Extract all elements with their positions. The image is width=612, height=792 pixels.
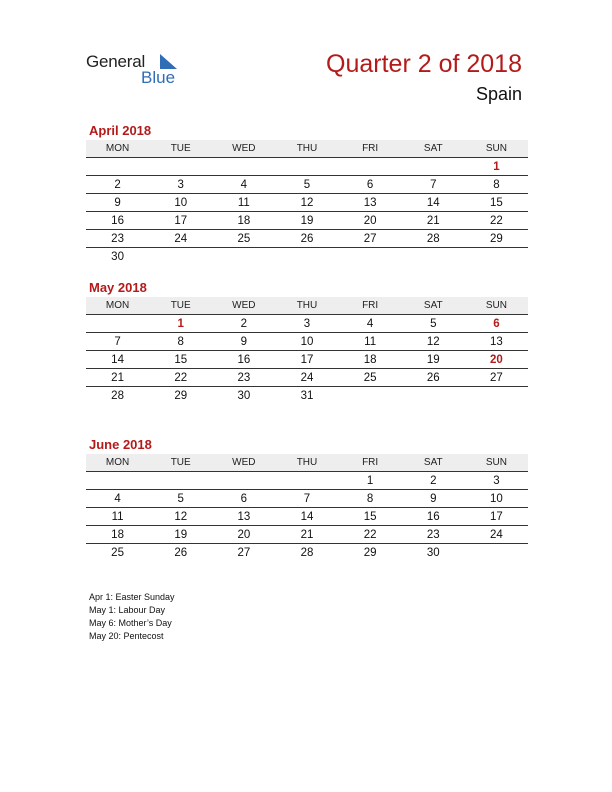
day-cell — [339, 158, 402, 175]
day-cell: 7 — [430, 179, 437, 191]
weekday-label: SUN — [485, 143, 507, 154]
day-cell: 6 — [366, 179, 374, 191]
day-cell: 19 — [426, 354, 440, 366]
day-cell: 15 — [363, 511, 377, 523]
week-row — [86, 194, 528, 212]
week-row — [86, 248, 528, 266]
day-cell — [465, 248, 528, 266]
day-cell: 7 — [303, 493, 311, 505]
day-cell: 14 — [426, 197, 440, 209]
day-cell — [402, 158, 465, 175]
day-cell — [86, 158, 149, 175]
day-cell: 11 — [364, 336, 377, 348]
day-cell: 4 — [114, 493, 121, 505]
day-cell: 12 — [426, 336, 440, 348]
holiday-note: May 6: Mother’s Day — [89, 618, 172, 628]
day-cell: 2 — [114, 179, 121, 191]
day-cell: 25 — [363, 372, 377, 384]
day-cell: 25 — [111, 547, 124, 559]
day-cell: 7 — [114, 336, 121, 348]
day-cell: 24 — [174, 233, 188, 245]
day-cell: 26 — [174, 547, 188, 559]
day-cell: 1 — [366, 475, 374, 487]
weekday-label: SAT — [423, 300, 443, 311]
page-title: Quarter 2 of 2018 — [326, 50, 522, 78]
day-cell: 19 — [174, 529, 188, 541]
weekday-label: SAT — [423, 143, 443, 154]
week-row — [86, 490, 528, 508]
day-cell — [212, 158, 275, 175]
day-cell: 29 — [490, 233, 503, 245]
week-row — [86, 333, 528, 351]
day-cell: 4 — [366, 318, 374, 330]
day-cell: 28 — [426, 233, 440, 245]
day-cell: 23 — [426, 529, 440, 541]
day-cell — [149, 472, 212, 489]
day-cell: 29 — [174, 390, 188, 402]
day-cell: 15 — [174, 354, 188, 366]
holiday-list — [89, 591, 175, 643]
day-cell: 20 — [363, 215, 377, 227]
day-cell — [275, 158, 338, 175]
day-cell: 5 — [177, 493, 184, 505]
week-row — [86, 369, 528, 387]
day-cell: 10 — [490, 493, 503, 505]
day-cell: 16 — [237, 354, 251, 366]
day-cell: 10 — [174, 197, 188, 209]
weekday-label: FRI — [362, 300, 379, 311]
holiday-day-cell: 1 — [177, 318, 184, 330]
day-cell: 22 — [490, 215, 503, 227]
month-title: April 2018 — [89, 123, 152, 138]
month-june — [86, 435, 528, 562]
day-cell: 18 — [111, 529, 124, 541]
day-cell — [402, 387, 465, 405]
day-cell — [339, 387, 402, 405]
week-row — [86, 176, 528, 194]
weekday-label: FRI — [362, 457, 379, 468]
holiday-day-cell: 20 — [490, 354, 503, 366]
day-cell: 14 — [111, 354, 124, 366]
day-cell: 17 — [174, 215, 188, 227]
day-cell: 23 — [111, 233, 124, 245]
week-row — [86, 472, 528, 490]
weekday-header-row — [86, 140, 528, 158]
day-cell — [275, 248, 338, 266]
day-cell: 26 — [426, 372, 440, 384]
day-cell: 30 — [426, 547, 440, 559]
day-cell: 17 — [300, 354, 314, 366]
day-cell: 5 — [430, 318, 437, 330]
day-cell: 3 — [493, 475, 500, 487]
day-cell: 20 — [237, 529, 251, 541]
weekday-label: SUN — [485, 457, 507, 468]
month-title: June 2018 — [89, 437, 152, 452]
week-row — [86, 212, 528, 230]
day-cell: 6 — [240, 493, 248, 505]
weekday-label: MON — [105, 457, 130, 468]
weekday-header-row — [86, 297, 528, 315]
day-cell: 8 — [366, 493, 374, 505]
weekday-label: THU — [296, 300, 318, 311]
day-cell: 16 — [426, 511, 440, 523]
week-row — [86, 508, 528, 526]
week-row — [86, 544, 528, 562]
month-title: May 2018 — [89, 280, 147, 295]
day-cell: 13 — [363, 197, 377, 209]
day-cell: 5 — [303, 179, 311, 191]
day-cell: 10 — [300, 336, 314, 348]
day-cell: 12 — [174, 511, 188, 523]
day-cell: 28 — [300, 547, 314, 559]
holiday-day-cell: 1 — [493, 161, 500, 173]
day-cell: 23 — [237, 372, 251, 384]
day-cell: 25 — [237, 233, 251, 245]
month-may — [86, 278, 528, 405]
day-cell: 4 — [240, 179, 248, 191]
generalblue-logo — [86, 52, 186, 88]
logo-blue-text: Blue — [141, 68, 176, 87]
weekday-label: FRI — [362, 143, 379, 154]
weekday-label: THU — [296, 143, 318, 154]
day-cell: 9 — [430, 493, 437, 505]
day-cell — [212, 248, 275, 266]
day-cell — [465, 544, 528, 562]
day-cell: 22 — [363, 529, 377, 541]
day-cell: 24 — [490, 529, 503, 541]
week-row — [86, 158, 528, 176]
day-cell: 3 — [303, 318, 311, 330]
day-cell — [402, 248, 465, 266]
holiday-day-cell: 6 — [493, 318, 500, 330]
day-cell: 13 — [490, 336, 503, 348]
day-cell: 22 — [174, 372, 188, 384]
day-cell: 31 — [300, 390, 314, 402]
week-row — [86, 387, 528, 405]
day-cell: 26 — [300, 233, 314, 245]
day-cell: 19 — [300, 215, 314, 227]
day-cell: 8 — [177, 336, 184, 348]
weekday-label: TUE — [170, 300, 191, 311]
day-cell: 11 — [237, 197, 250, 209]
day-cell: 27 — [237, 547, 251, 559]
weekday-label: WED — [232, 143, 256, 154]
day-cell: 2 — [430, 475, 437, 487]
day-cell: 30 — [111, 251, 124, 263]
weekday-label: SUN — [485, 300, 507, 311]
weekday-label: WED — [232, 300, 256, 311]
weekday-label: THU — [296, 457, 318, 468]
logo-general-text: General — [86, 52, 146, 71]
day-cell — [86, 315, 149, 332]
day-cell: 13 — [237, 511, 251, 523]
week-row — [86, 315, 528, 333]
day-cell: 16 — [111, 215, 124, 227]
day-cell: 30 — [237, 390, 251, 402]
day-cell: 8 — [493, 179, 500, 191]
day-cell: 12 — [300, 197, 314, 209]
day-cell: 27 — [490, 372, 503, 384]
weekday-label: SAT — [423, 457, 443, 468]
week-row — [86, 230, 528, 248]
day-cell — [149, 158, 212, 175]
day-cell — [465, 387, 528, 405]
day-cell: 21 — [426, 215, 440, 227]
holiday-note: Apr 1: Easter Sunday — [89, 592, 175, 602]
weekday-label: MON — [105, 143, 130, 154]
holiday-note: May 1: Labour Day — [89, 605, 166, 615]
day-cell: 27 — [363, 233, 377, 245]
weekday-label: WED — [232, 457, 256, 468]
day-cell: 21 — [111, 372, 124, 384]
day-cell: 15 — [490, 197, 503, 209]
day-cell: 2 — [240, 318, 248, 330]
day-cell — [149, 248, 212, 266]
day-cell: 9 — [114, 197, 121, 209]
day-cell: 17 — [490, 511, 503, 523]
month-april — [86, 121, 528, 266]
weekday-header-row — [86, 454, 528, 472]
day-cell: 18 — [363, 354, 377, 366]
holiday-note: May 20: Pentecost — [89, 631, 164, 641]
day-cell: 28 — [111, 390, 124, 402]
day-cell: 18 — [237, 215, 251, 227]
day-cell: 29 — [363, 547, 377, 559]
week-row — [86, 526, 528, 544]
day-cell — [339, 248, 402, 266]
week-row — [86, 351, 528, 369]
weekday-label: MON — [105, 300, 130, 311]
day-cell — [212, 472, 275, 489]
day-cell: 21 — [300, 529, 314, 541]
day-cell — [86, 472, 149, 489]
day-cell: 9 — [240, 336, 248, 348]
day-cell: 24 — [300, 372, 314, 384]
day-cell: 11 — [111, 511, 124, 523]
weekday-label: TUE — [170, 143, 191, 154]
day-cell — [275, 472, 338, 489]
day-cell: 14 — [300, 511, 314, 523]
day-cell: 3 — [177, 179, 184, 191]
weekday-label: TUE — [170, 457, 191, 468]
country-name: Spain — [475, 84, 522, 104]
